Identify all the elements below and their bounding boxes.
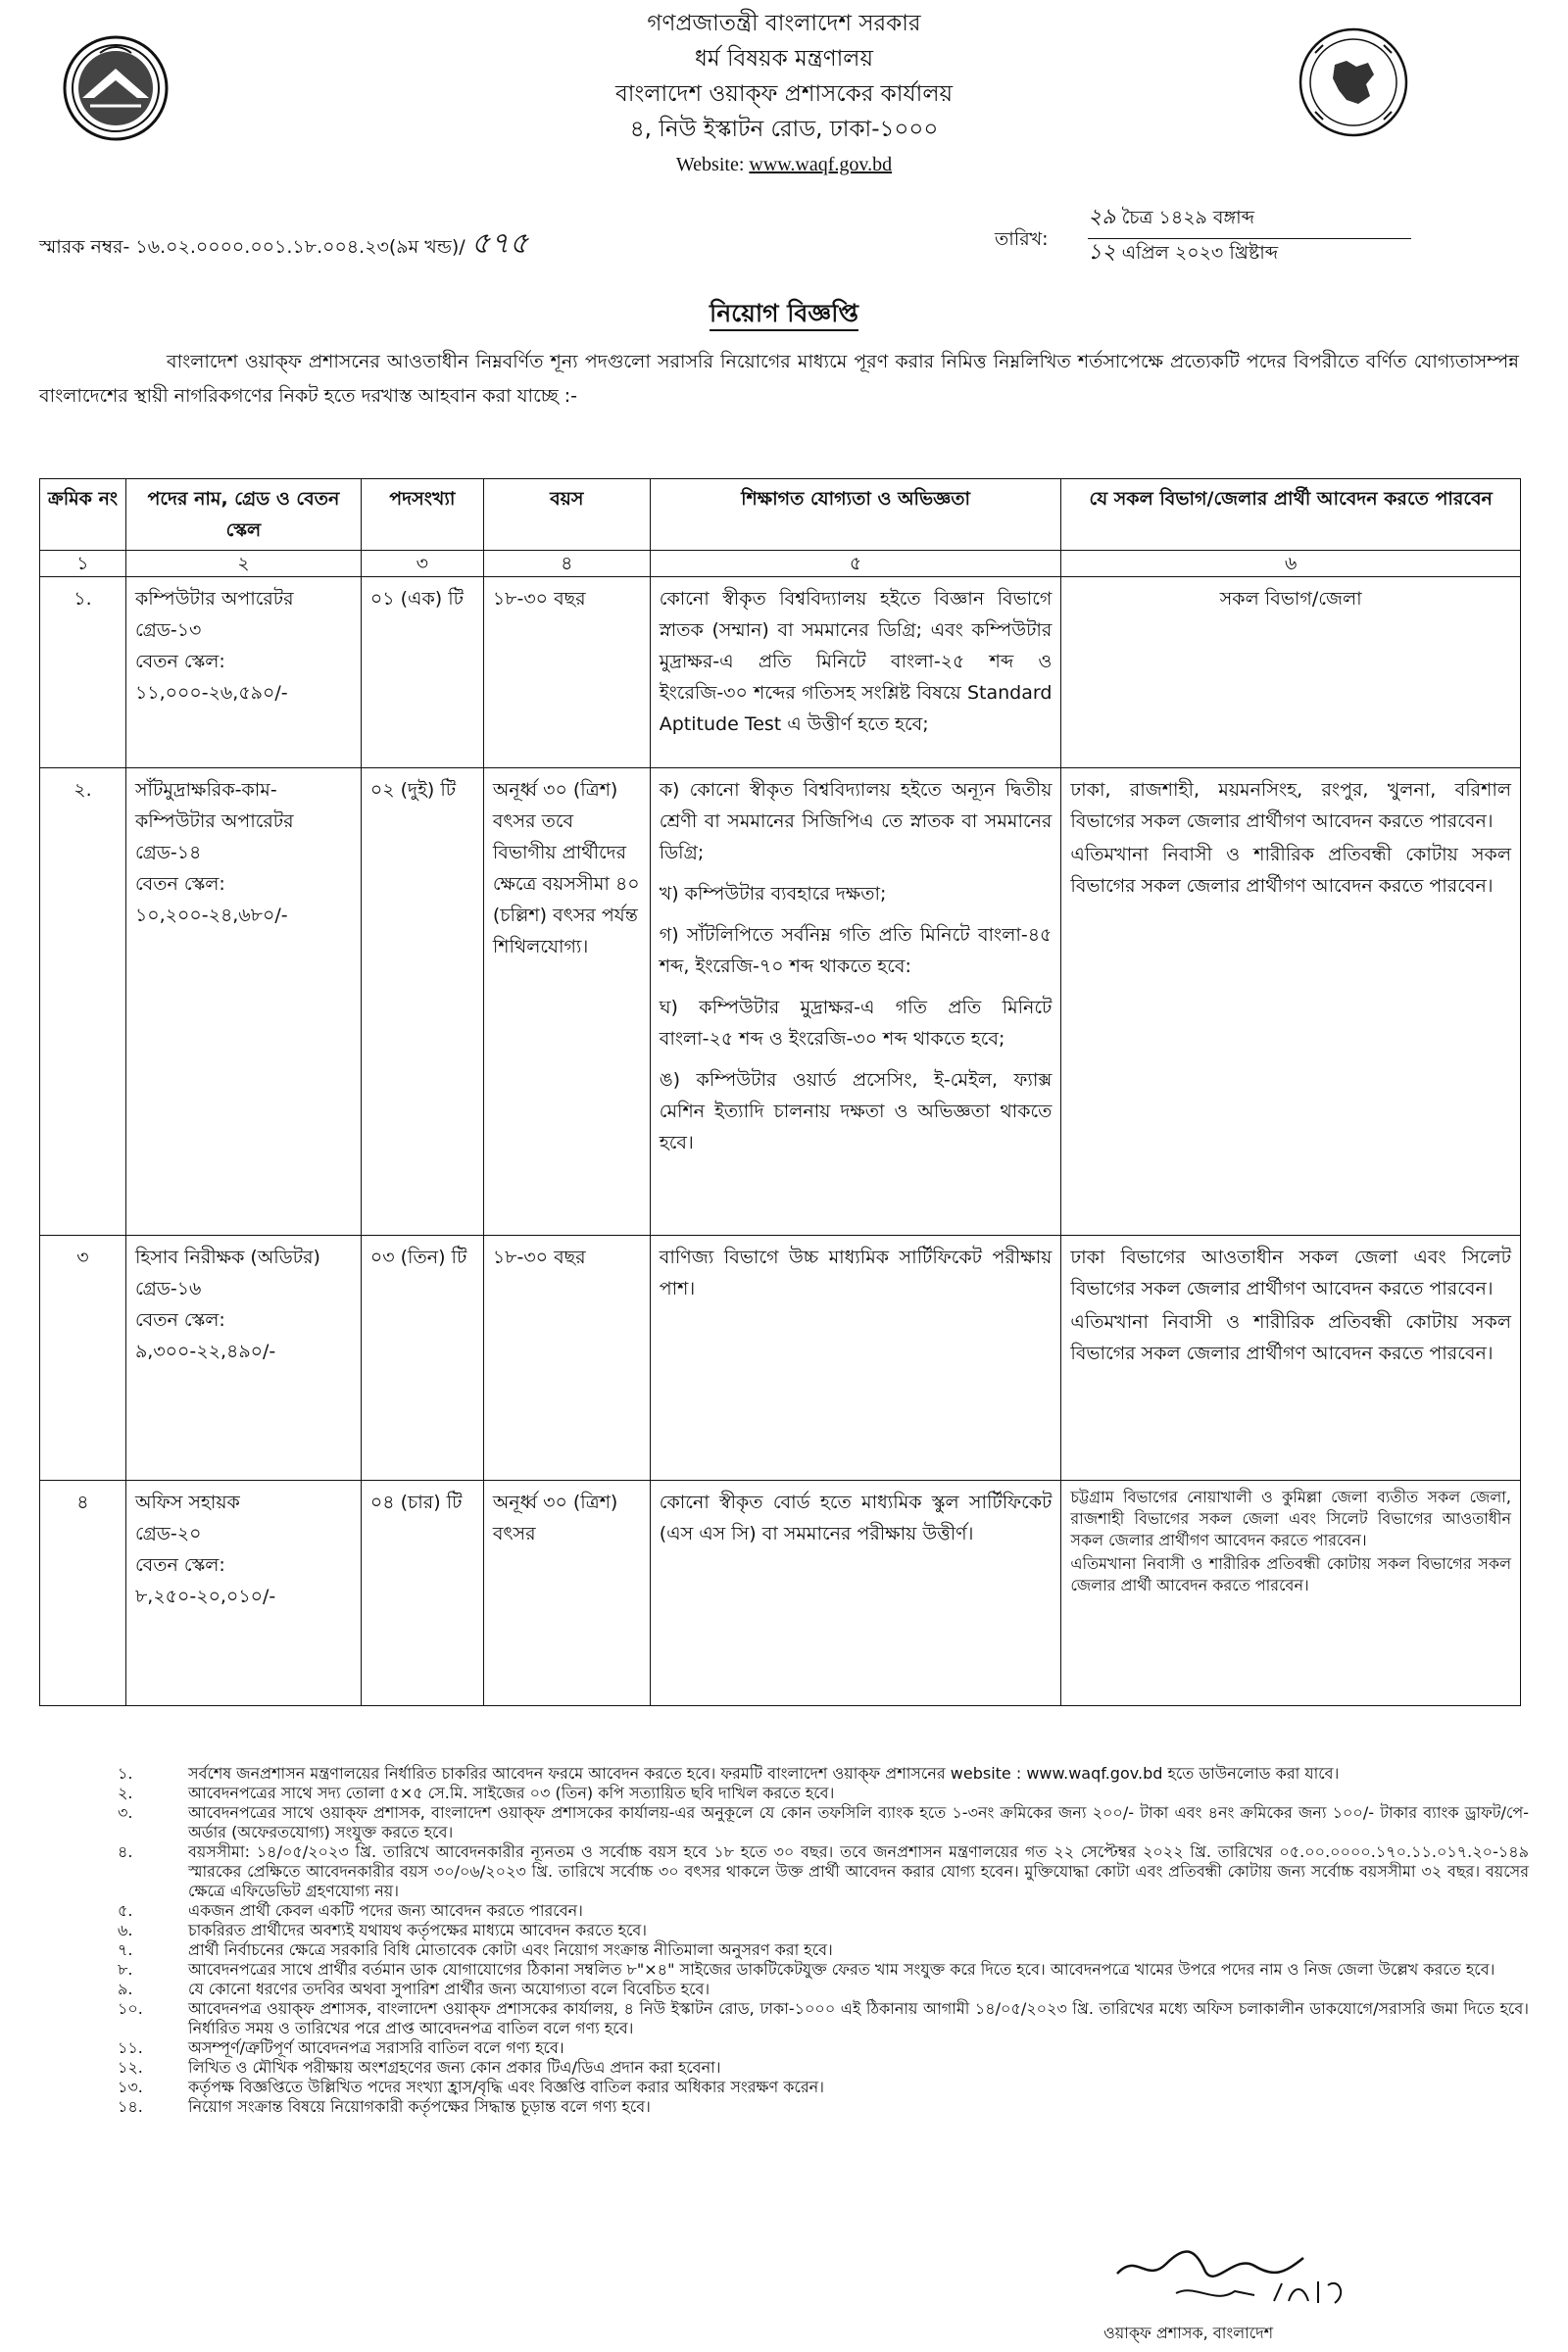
condition-text: যে কোনো ধরণের তদবির অথবা সুপারিশ প্রার্থীর জন্য অযোগ্যতা বলে বিবেচিত হবে। [188,1980,710,1998]
header-serial: ক্রমিক নং [40,479,126,551]
post-name: অফিস সহায়ক [134,1492,240,1513]
condition-item [118,2078,1529,2097]
condition-number: ৭. [118,1940,133,1959]
district-text: ঢাকা বিভাগের আওতাধীন সকল জেলা এবং সিলেট বিভাগের সকল জেলার প্রার্থীগণ আবেদন করতে পারবেন। [1070,1247,1511,1299]
row-age: অনূর্ধ্ব ৩০ (ত্রিশ) বৎসর [483,1481,650,1706]
row-qualification: কোনো স্বীকৃত বিশ্ববিদ্যালয় হইতে বিজ্ঞান বিভাগে স্নাতক (সম্মান) বা সমমানের ডিগ্রি; এবং কম্পিউটার মুদ্রাক্ষর-এ প্রতি মিনিটে বাংলা-২৫ শব্দ ও ইংরেজি-৩০ শব্দের গতিসহ সংশ্লিষ্ট বিষয়ে Standard Aptitude Test এ উত্তীর্ণ হতে হবে; [650,577,1061,768]
condition-text: আবেদনপত্রের সাথে সদ্য তোলা ৫×৫ সে.মি. সাইজের ০৩ (তিন) কপি সত্যায়িত ছবি দাখিল করতে হবে। [188,1784,835,1802]
english-date [1088,235,1411,271]
condition-number: ৮. [118,1960,133,1979]
row-serial: ২. [40,768,126,1236]
row-count: ০৪ (চার) টি [361,1481,483,1706]
letterhead [294,6,1274,182]
row-post [125,577,361,768]
condition-number: ১১. [118,2038,143,2057]
district-quota-text: এতিমখানা নিবাসী ও শারীরিক প্রতিবন্ধী কোটায় সকল বিভাগের সকল জেলার প্রার্থীগণ আবেদন করতে পারবেন। [1070,1311,1511,1364]
post-grade: গ্রেড-১৬ [134,1278,202,1299]
row-district [1061,768,1521,1236]
condition-item [118,2097,1529,2117]
memo-label: স্মারক নম্বর- [39,236,130,258]
row-count: ০৩ (তিন) টি [361,1236,483,1481]
row-serial: ১. [40,577,126,768]
pay-scale: ১১,০০০-২৬,৫৯০/- [134,682,288,704]
condition-text: আবেদনপত্রের সাথে প্রার্থীর বর্তমান ডাক যোগাযোগের ঠিকানা সম্বলিত ৮"×৪" সাইজের ডাকটিকেটযুক্ত ফেরত খাম সংযুক্ত করে দিতে হবে। আবেদনপত্রে খামের উপরে পদের নাম ও নিজ জেলা উল্লেখ করতে হবে। [188,1960,1495,1979]
condition-number: ৪. [118,1842,133,1861]
pay-scale-label: বেতন স্কেল: [134,651,225,672]
district-text: ঢাকা, রাজশাহী, ময়মনসিংহ, রংপুর, খুলনা, বরিশাল বিভাগের সকল জেলার প্রার্থীগণ আবেদন করতে পারবেন। [1070,779,1511,832]
header-qualification: শিক্ষাগত যোগ্যতা ও অভিজ্ঞতা [650,479,1061,551]
post-grade: গ্রেড-২০ [134,1523,202,1544]
condition-text: একজন প্রার্থী কেবল একটি পদের জন্য আবেদন করতে পারবেন। [188,1901,583,1920]
table-row [40,577,1521,768]
condition-item [118,2058,1529,2078]
row-qualification: বাণিজ্য বিভাগে উচ্চ মাধ্যমিক সার্টিফিকেট পরীক্ষায় পাশ। [650,1236,1061,1481]
condition-item [118,1842,1529,1901]
condition-item [118,1921,1529,1940]
posts-table [39,478,1521,1706]
condition-text: আবেদনপত্রের সাথে ওয়াক্‌ফ প্রশাসক, বাংলাদেশ ওয়াক্‌ফ প্রশাসকের কার্যালয়-এর অনুকূলে যে কোন তফসিলি ব্যাংক হতে ১-৩নং ক্রমিকের জন্য ২০০/- টাকা এবং ৪নং ক্রমিকের জন্য ১০০/- টাকার ব্যাংক ড্রাফট/পে-অর্ডার (অফেরতযোগ্য) সংযুক্ত করতে হবে। [188,1803,1529,1841]
condition-number: ১০. [118,1999,143,2018]
condition-text: অসম্পূর্ণ/ত্রুটিপূর্ণ আবেদনপত্র সরাসরি বাতিল বলে গণ্য হবে। [188,2038,564,2057]
condition-number: ২. [118,1784,133,1802]
header-post: পদের নাম, গ্রেড ও বেতন স্কেল [125,479,361,551]
ministry-name: ধর্ম বিষয়ক মন্ত্রণালয় [695,46,873,72]
pay-scale: ১০,২০০-২৪,৬৮০/- [134,905,288,926]
waqf-seal-logo [61,33,171,143]
column-number: ৬ [1061,551,1521,577]
condition-number: ১. [118,1764,133,1783]
office-address: ৪, নিউ ইস্কাটন রোড, ঢাকা-১০০০ [629,117,939,142]
memo-handwritten-number: ৫৭৫ [470,226,529,261]
english-date-rest: এপ্রিল ২০২৩ খ্রিষ্টাব্দ [1121,242,1279,264]
district-quota-text: এতিমখানা নিবাসী ও শারীরিক প্রতিবন্ধী কোটায় সকল বিভাগের সকল জেলার প্রার্থীগণ আবেদন করতে পারবেন। [1070,844,1511,897]
signatory-title: ওয়াক্‌ফ প্রশাসক, বাংলাদেশ [1103,2324,1274,2342]
website-line [294,147,1274,182]
post-grade: গ্রেড-১৩ [134,619,202,641]
pay-scale-label: বেতন স্কেল: [134,1309,225,1331]
bangla-date-rest: চৈত্র ১৪২৯ বঙ্গাব্দ [1121,207,1254,228]
condition-number: ১৩. [118,2078,143,2096]
condition-text: প্রার্থী নির্বাচনের ক্ষেত্রে সরকারি বিধি মোতাবেক কোটা এবং নিয়োগ সংক্রান্ত নীতিমালা অনুসরণ করা হবে। [188,1940,833,1959]
condition-item [118,1803,1529,1842]
row-district [1061,1481,1521,1706]
qualification-item: ঘ) কম্পিউটার মুদ্রাক্ষর-এ গতি প্রতি মিনিটে বাংলা-২৫ শব্দ ও ইংরেজি-৩০ শব্দ থাকতে হবে; [659,997,1053,1050]
header-age: বয়স [483,479,650,551]
condition-item [118,1980,1529,1999]
condition-text: নিয়োগ সংক্রান্ত বিষয়ে নিয়োগকারী কর্তৃপক্ষের সিদ্ধান্ত চূড়ান্ত বলে গণ্য হবে। [188,2097,651,2116]
post-grade: গ্রেড-১৪ [134,842,202,863]
pay-scale: ৯,৩০০-২২,৪৯০/- [134,1341,276,1362]
signature-image [1107,2244,1362,2313]
pay-scale-label: বেতন স্কেল: [134,873,225,895]
table-header-row [40,479,1521,551]
condition-item [118,1999,1529,2038]
conditions-list [118,1764,1529,2117]
pay-scale: ৮,২৫০-২০,০১০/- [134,1586,276,1607]
column-number-row [40,551,1521,577]
condition-item [118,1764,1529,1784]
office-name: বাংলাদেশ ওয়াক্‌ফ প্রশাসকের কার্যালয় [614,81,954,107]
table-row [40,768,1521,1236]
qualification-item: ঙ) কম্পিউটার ওয়ার্ড প্রসেসিং, ই-মেইল, ফ্যাক্স মেশিন ইত্যাদি চালনায় দক্ষতা ও অভিজ্ঞতা থাকতে হবে। [659,1069,1053,1153]
column-number: ৫ [650,551,1061,577]
condition-number: ১২. [118,2058,143,2077]
bangla-date [1088,200,1411,239]
row-age: অনূর্ধ্ব ৩০ (ত্রিশ) বৎসর তবে বিভাগীয় প্রার্থীদের ক্ষেত্রে বয়সসীমা ৪০ (চল্লিশ) বৎসর পর্যন্ত শিথিলযোগ্য। [483,768,650,1236]
table-row [40,1481,1521,1706]
row-qualification [650,768,1061,1236]
condition-item [118,1901,1529,1921]
row-district: সকল বিভাগ/জেলা [1061,577,1521,768]
website-label: Website: [675,154,745,175]
condition-item [118,1940,1529,1960]
condition-item [118,1960,1529,1980]
qualification-item: খ) কম্পিউটার ব্যবহারে দক্ষতা; [659,883,887,905]
condition-text: লিখিত ও মৌখিক পরীক্ষায় অংশগ্রহণের জন্য কোন প্রকার টিএ/ডিএ প্রদান করা হবেনা। [188,2058,721,2077]
government-name: গণপ্রজাতন্ত্রী বাংলাদেশ সরকার [647,11,921,36]
row-post [125,768,361,1236]
row-count: ০১ (এক) টি [361,577,483,768]
row-count: ০২ (দুই) টি [361,768,483,1236]
post-name: হিসাব নিরীক্ষক (অডিটর) [134,1247,320,1268]
memo-number-value: ১৬.০২.০০০০.০০১.১৮.০০৪.২৩(৯ম খন্ড)/ [135,236,466,258]
column-number: ৪ [483,551,650,577]
condition-text: কর্তৃপক্ষ বিজ্ঞপ্তিতে উল্লিখিত পদের সংখ্যা হ্রাস/বৃদ্ধি এবং বিজ্ঞপ্তি বাতিল করার অধিকার সংরক্ষণ করেন। [188,2078,824,2096]
row-qualification: কোনো স্বীকৃত বোর্ড হতে মাধ্যমিক স্কুল সার্টিফিকেট (এস এস সি) বা সমমানের পরীক্ষায় উত্তীর্ণ। [650,1481,1061,1706]
condition-text: আবেদনপত্র ওয়াক্‌ফ প্রশাসক, বাংলাদেশ ওয়াক্‌ফ প্রশাসকের কার্যালয়, ৪ নিউ ইস্কাটন রোড, ঢাকা-১০০০ এই ঠিকানায় আগামী ১৪/০৫/২০২৩ খ্রি. তারিখের মধ্যে অফিস চলাকালীন ডাকযোগে/সরাসরি জমা দিতে হবে। নির্ধারিত সময় ও তারিখের পরে প্রাপ্ত আবেদনপত্র বাতিল বলে গণ্য হবে। [188,1999,1529,2037]
header-district: যে সকল বিভাগ/জেলার প্রার্থী আবেদন করতে পারবেন [1061,479,1521,551]
column-number: ৩ [361,551,483,577]
condition-text: বয়সসীমা: ১৪/০৫/২০২৩ খ্রি. তারিখে আবেদনকারীর ন্যূনতম ও সর্বোচ্চ বয়স হবে ১৮ হতে ৩০ বছর। তবে জনপ্রশাসন মন্ত্রণালয়ের গত ২২ সেপ্টেম্বর ২০২২ খ্রি. তারিখের ০৫.০০.০০০০.১৭০.১১.০১৭.২০-১৪৯ স্মারকের প্রেক্ষিতে আবেদনকারীর বয়স ৩০/০৬/২০২৩ খ্রি. তারিখে সর্বোচ্চ ৩০ বৎসর থাকলে উক্ত প্রার্থী আবেদন করার যোগ্য হবেন। মুক্তিযোদ্ধা কোটা এবং প্রতিবন্ধী কোটায় জন্য সর্বোচ্চ বয়সসীমা ৩২ বছর। বয়সের ক্ষেত্রে এফিডেভিট গ্রহণযোগ্য নয়। [188,1842,1529,1900]
header-count: পদসংখ্যা [361,479,483,551]
condition-number: ৯. [118,1980,133,1998]
table-row [40,1236,1521,1481]
row-post [125,1236,361,1481]
condition-number: ৬. [118,1921,133,1939]
row-age: ১৮-৩০ বছর [483,577,650,768]
bangla-date-day: ২৯ [1088,205,1116,229]
condition-number: ৫. [118,1901,133,1920]
post-name: কম্পিউটার অপারেটর [134,588,294,610]
condition-item [118,2038,1529,2058]
row-post [125,1481,361,1706]
row-district [1061,1236,1521,1481]
condition-number: ১৪. [118,2097,143,2116]
notice-title: নিয়োগ বিজ্ঞপ্তি [0,294,1568,336]
row-serial: ৪ [40,1481,126,1706]
government-emblem-logo [1296,24,1411,141]
condition-number: ৩. [118,1803,133,1822]
english-date-day: ১২ [1088,240,1116,265]
row-serial: ৩ [40,1236,126,1481]
date-label: তারিখ: [995,228,1049,250]
district-quota-text: এতিমখানা নিবাসী ও শারীরিক প্রতিবন্ধী কোটায় সকল বিভাগের সকল জেলার প্রার্থী আবেদন করতে পারবেন। [1070,1554,1511,1594]
condition-item [118,1784,1529,1803]
column-number: ১ [40,551,126,577]
qualification-item: ক) কোনো স্বীকৃত বিশ্ববিদ্যালয় হইতে অন্যূন দ্বিতীয় শ্রেণী বা সমমানের সিজিপিএ তে স্নাতক বা সমমানের ডিগ্রি; [659,779,1053,863]
district-text: চট্টগ্রাম বিভাগের নোয়াখালী ও কুমিল্লা জেলা ব্যতীত সকল জেলা, রাজশাহী বিভাগের সকল জেলা এবং সিলেট বিভাগের আওতাধীন সকল জেলার প্রার্থীগণ আবেদন করতে পারবেন। [1070,1488,1511,1549]
memo-number [39,220,528,270]
column-number: ২ [125,551,361,577]
condition-text: চাকরিরত প্রার্থীদের অবশ্যই যথাযথ কর্তৃপক্ষের মাধ্যমে আবেদন করতে হবে। [188,1921,648,1939]
row-age: ১৮-৩০ বছর [483,1236,650,1481]
condition-text: সর্বশেষ জনপ্রশাসন মন্ত্রণালয়ের নির্ধারিত চাকরির আবেদন ফরমে আবেদন করতে হবে। ফরমটি বাংলাদেশ ওয়াক্‌ফ প্রশাসনের website : www.waqf.gov.bd হতে ডাউনলোড করা যাবে। [188,1764,1340,1783]
pay-scale-label: বেতন স্কেল: [134,1554,225,1576]
intro-paragraph: বাংলাদেশ ওয়াক্‌ফ প্রশাসনের আওতাধীন নিম্নবর্ণিত শূন্য পদগুলো সরাসরি নিয়োগের মাধ্যমে পূরণ করার নিমিত্ত নিম্নলিখিত শর্তসাপেক্ষে প্রত্যেকটি পদের বিপরীতে বর্ণিত যোগ্যতাসম্পন্ন বাংলাদেশের স্থায়ী নাগরিকগণের নিকট হতে দরখাস্ত আহবান করা যাচ্ছে :- [39,351,1519,407]
post-name: সাঁটমুদ্রাক্ষরিক-কাম- কম্পিউটার অপারেটর [134,779,294,832]
website-link[interactable]: www.waqf.gov.bd [749,154,893,175]
qualification-item: গ) সাঁটলিপিতে সর্বনিম্ন গতি প্রতি মিনিটে বাংলা-৪৫ শব্দ, ইংরেজি-৭০ শব্দ থাকতে হবে: [659,924,1053,977]
